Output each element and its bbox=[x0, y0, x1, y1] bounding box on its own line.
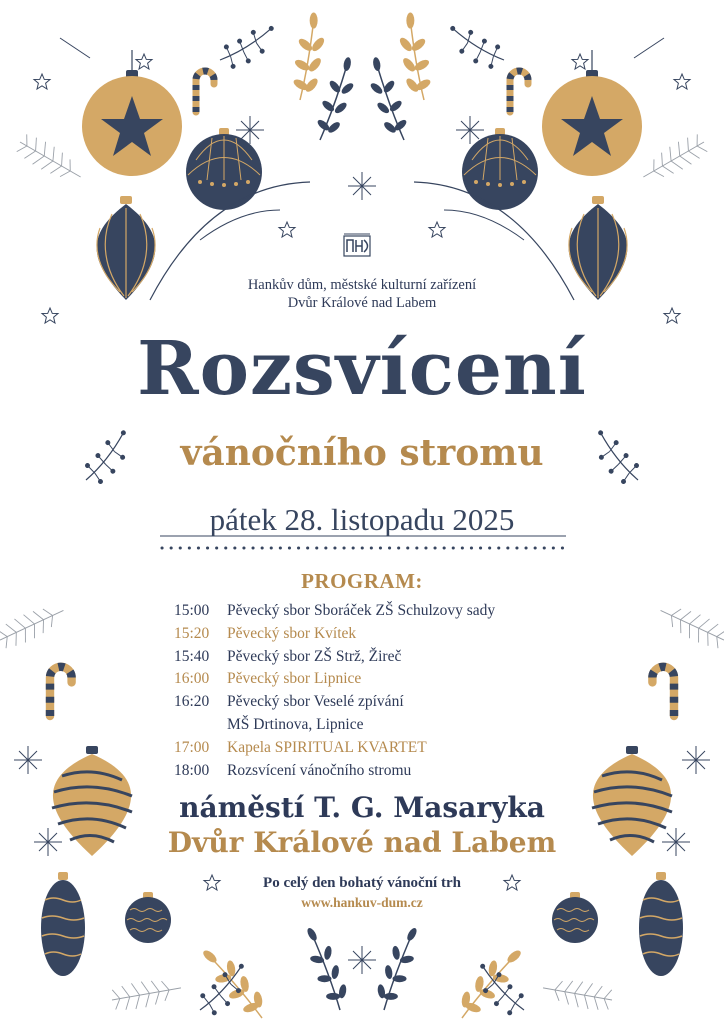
program-time: 15:20 bbox=[174, 624, 210, 642]
program-item bbox=[174, 668, 594, 691]
program-item bbox=[174, 623, 594, 646]
program-item bbox=[174, 691, 594, 737]
program-item bbox=[174, 737, 594, 760]
market-note: Po celý den bohatý vánoční trh bbox=[263, 875, 461, 891]
program-text: Pěvecký sbor ZŠ Strž, Žireč bbox=[227, 647, 402, 665]
organizer-line1: Hankův dům, městské kulturní zařízení bbox=[247, 277, 477, 293]
program-heading: PROGRAM: bbox=[301, 569, 423, 593]
gold-star-bauble-left bbox=[82, 50, 182, 176]
program-time: 16:20 bbox=[174, 693, 210, 711]
program-item bbox=[174, 600, 594, 623]
organizer-line2: Dvůr Králové nad Labem bbox=[287, 295, 437, 311]
program-text: Rozsvícení vánočního stromu bbox=[227, 761, 412, 779]
program-text-line2: MŠ Drtinova, Lipnice bbox=[227, 715, 364, 733]
program-time: 16:00 bbox=[174, 670, 210, 688]
website-link[interactable]: www.hankuv-dum.cz bbox=[301, 895, 423, 910]
program-time: 17:00 bbox=[174, 738, 210, 756]
program-text: Kapela SPIRITUAL KVARTET bbox=[227, 738, 427, 756]
program-item bbox=[174, 760, 594, 783]
venue-line2: Dvůr Králové nad Labem bbox=[167, 826, 557, 859]
program-text: Pěvecký sbor Sboráček ZŠ Schulzovy sady bbox=[227, 602, 496, 619]
venue-line1: náměstí T. G. Masaryka bbox=[179, 791, 545, 824]
navy-bauble-left bbox=[186, 128, 262, 210]
program-text: Pěvecký sbor Kvítek bbox=[227, 624, 357, 642]
program-time: 15:00 bbox=[174, 602, 210, 619]
program-item bbox=[174, 646, 594, 669]
program-time: 18:00 bbox=[174, 761, 210, 779]
event-title: Rozsvícení bbox=[137, 326, 587, 412]
organizer bbox=[0, 276, 724, 312]
program-time: 15:40 bbox=[174, 647, 210, 665]
program-text: Pěvecký sbor Lipnice bbox=[227, 670, 362, 688]
hankuv-dum-logo bbox=[344, 234, 370, 256]
event-subtitle: vánočního stromu bbox=[180, 432, 544, 474]
navy-bauble-right bbox=[462, 128, 538, 210]
gold-star-bauble-right bbox=[542, 50, 642, 176]
program-text bbox=[227, 691, 594, 737]
event-date: pátek 28. listopadu 2025 bbox=[209, 502, 515, 537]
program-list bbox=[174, 600, 594, 782]
program-text-line1: Pěvecký sbor Veselé zpívání bbox=[227, 693, 404, 711]
